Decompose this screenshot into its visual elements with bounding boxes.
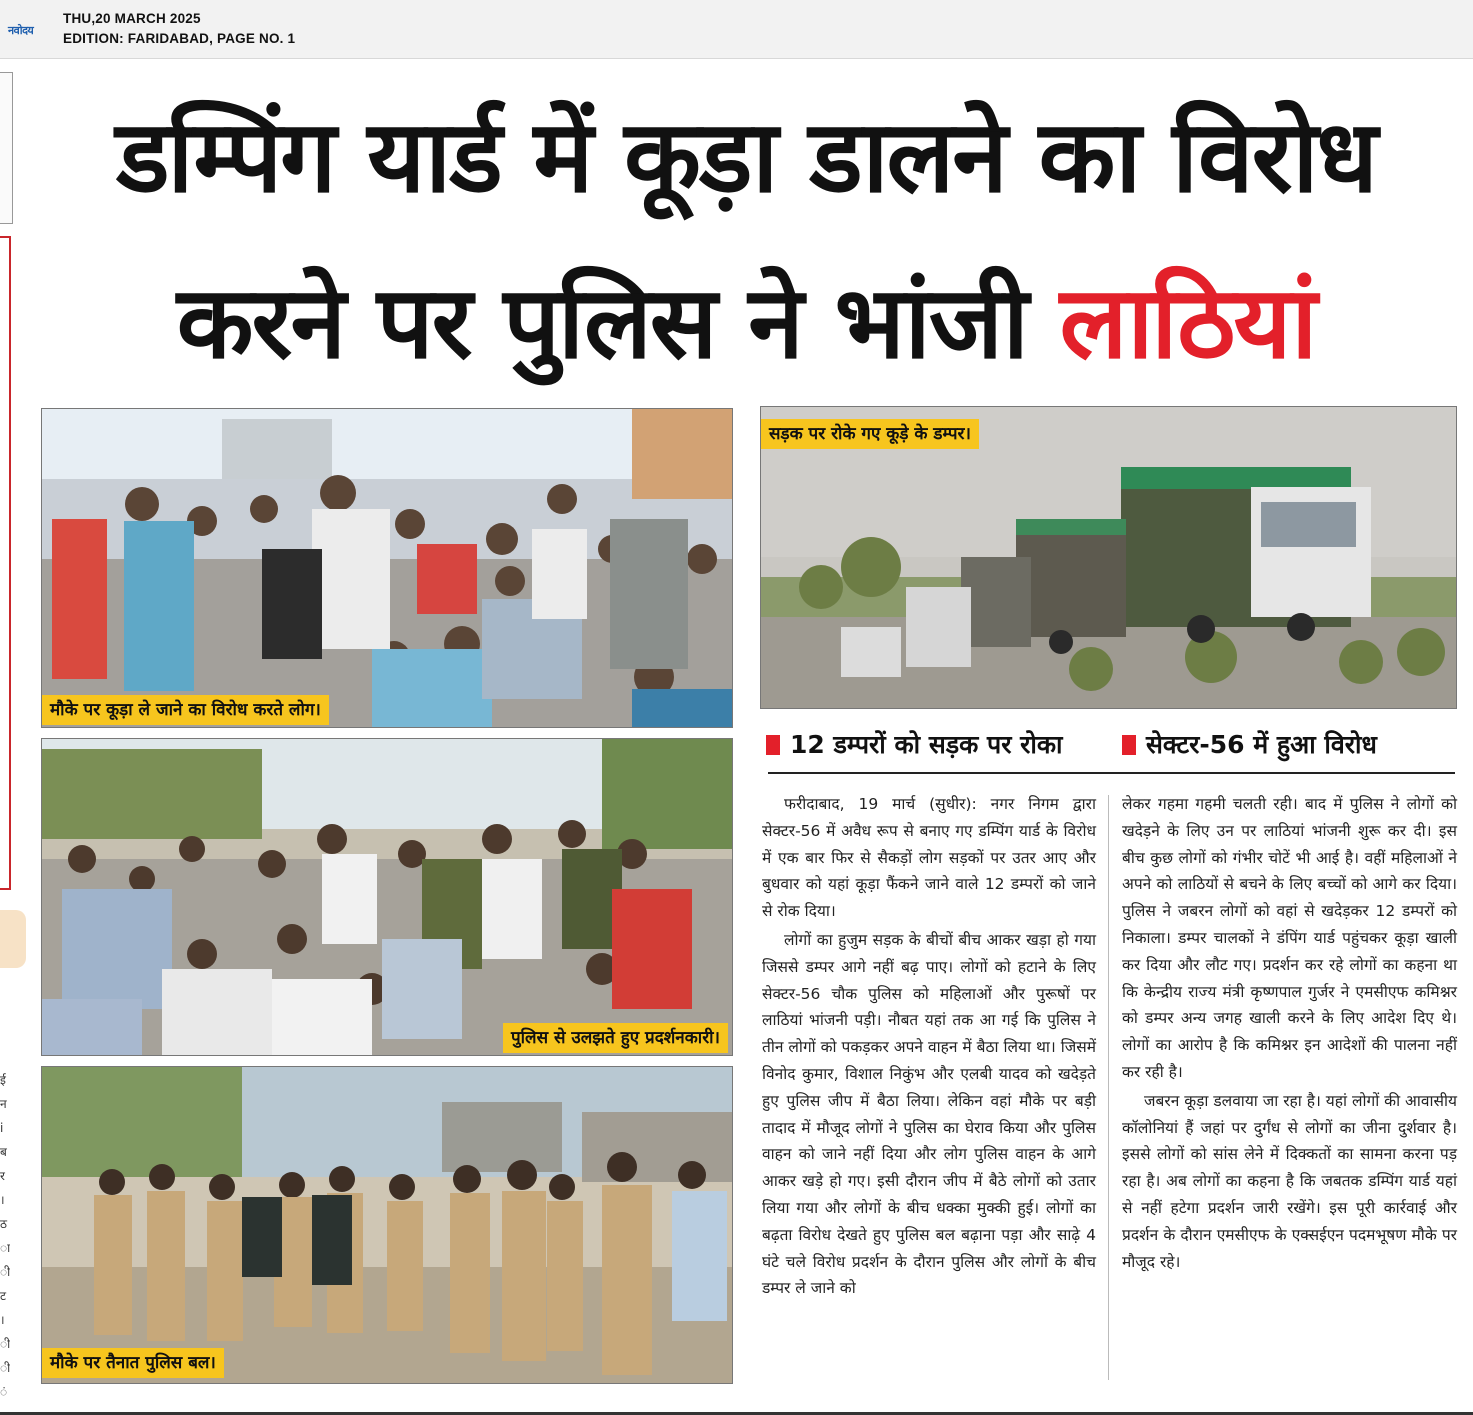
column-divider <box>1108 795 1109 1380</box>
adjacent-text-char: ं <box>0 1385 8 1399</box>
headline-line-1: डम्पिंग यार्ड में कूड़ा डालने का विरोध <box>116 98 1376 215</box>
clash-photo-image <box>42 739 732 1055</box>
edition-page-info: EDITION: FARIDABAD, PAGE NO. 1 <box>63 31 296 46</box>
article-paragraph: फरीदाबाद, 19 मार्च (सुधीर): नगर निगम द्वारा सेक्टर-56 में अवैध रूप से बनाए गए डम्पिंग यार्ड के विरोध में एक बार फिर से सैकड़ों लोग सड़कों पर उतर आए और बुधवार को यहां कूड़ा फैंकने जाने वाले 12 डम्परों को जाने से रोक दिया। <box>762 795 1096 921</box>
adjacent-text-char: न <box>0 1097 7 1111</box>
newspaper-logo[interactable]: नवोदय <box>8 24 34 37</box>
police-photo-image <box>42 1067 732 1383</box>
adjacent-tan-box <box>0 910 26 968</box>
clash-photo[interactable] <box>41 738 733 1056</box>
adjacent-text-char: ी <box>0 1361 10 1375</box>
protest-photo[interactable] <box>41 408 733 728</box>
headline-black-part: करने पर पुलिस ने भांजी <box>176 264 1027 381</box>
police-photo-caption: मौके पर तैनात पुलिस बल। <box>42 1348 224 1378</box>
dumpers-photo-image <box>761 407 1456 708</box>
article-paragraph: जबरन कूड़ा डलवाया जा रहा है। यहां लोगों की आवासीय कॉलोनियां हैं जहां पर दुर्गंध से लोगों का जीना दुर्शवार है। इससे लोगों को सांस लेने में दिक्कतों का सामना करना पड़ रहा है। अब लोगों का कहना है कि जबतक डम्पिंग यार्ड यहां से नहीं हटेगा प्रदर्शन जारी रखेंगे। इस पूरी कार्रवाई और प्रदर्शन के दौरान एमसीएफ के एक्सईएन पदमभूषण मौके पर मौजूद रहे। <box>1122 1091 1457 1271</box>
adjacent-text-char: ी <box>0 1337 10 1351</box>
red-bullet-icon <box>766 735 780 755</box>
adjacent-article-fragment <box>0 58 30 1415</box>
protest-photo-caption: मौके पर कूड़ा ले जाने का विरोध करते लोग। <box>42 695 329 725</box>
adjacent-text-char: ठ <box>0 1217 7 1231</box>
dumpers-photo[interactable] <box>760 406 1457 709</box>
article-column-1 <box>762 791 1096 1302</box>
adjacent-red-box <box>0 236 11 890</box>
publication-date: THU,20 MARCH 2025 <box>63 11 201 26</box>
protest-photo-image <box>42 409 732 727</box>
subhead-rule <box>768 772 1455 774</box>
edition-header <box>0 0 1473 59</box>
adjacent-text-char: ी <box>0 1265 10 1279</box>
article-paragraph: लेकर गहमा गहमी चलती रही। बाद में पुलिस ने लोगों को खदेड़ने के लिए उन पर लाठियां भांजनी शुरू कर दी। इस बीच कुछ लोगों को गंभीर चोटें भी आई है। वहीं महिलाओं ने अपने को लाठियों से बचने के लिए बच्चों को आगे कर दिया। पुलिस ने जबरन लोगों को वहां से खदेड़कर 12 डम्परों को निकाला। डम्पर चालकों ने डंपिंग यार्ड पहुंचकर कूड़ा खाली कर दिया और लौट गए। प्रदर्शन कर रहे लोगों का कहना था कि केन्द्रीय राज्य मंत्री कृष्णपाल गुर्जर ने एमसीएफ कमिश्नर को डम्पर अन्य जगह खाली करने के लिए आदेश दिए थे। लोगों का आरोप है कि कमिश्नर इन आदेशों की पालना नहीं कर रही है। <box>1122 795 1457 1081</box>
dumpers-photo-caption: सड़क पर रोके गए कूड़े के डम्पर। <box>761 419 979 449</box>
adjacent-text-fragment <box>0 1068 10 1404</box>
adjacent-text-char: र <box>0 1169 5 1183</box>
adjacent-text-char: ई <box>0 1073 6 1087</box>
adjacent-text-char: ब <box>0 1145 7 1159</box>
adjacent-text-char: ट <box>0 1289 7 1303</box>
headline-line-2 <box>36 258 1456 388</box>
article-paragraph: लोगों का हुजुम सड़क के बीचों बीच आकर खड़ा हो गया जिससे डम्पर आगे नहीं बढ़ पाए। लोगों को हटाने के लिए सेक्टर-56 चौक पुलिस को महिलाओं और पुरूषों पर लाठियां भांजनी पड़ी। नौबत यहां तक आ गई कि पुलिस ने तीन लोगों को पकड़कर अपने वाहन में बैठा लिया था। जिसमें विनोद कुमार, विशाल निकुंभ और एलबी यादव को खदेड़ते हुए पुलिस जीप में बैठा लिया। लेकिन वहां मौके पर बड़ी तादाद में मौजूद लोगों ने पुलिस का घेराव किया और पुलिस वाहन को जाने नहीं दिया और लोग पुलिस वाहन के आगे आकर खड़े हो गए। इसी दौरान जीप में बैठे लोगों को उतार लिया गया और लोगों के बीच धक्का मुक्की हुई। लोगों का बढ़ता विरोध देखते हुए पुलिस बल बढ़ाना पड़ा और साढ़े 4 घंटे चले विरोध प्रदर्शन के दौरान पुलिस और लोगों के बीच डम्पर ले जाने को <box>762 930 1096 1298</box>
police-photo[interactable] <box>41 1066 733 1384</box>
adjacent-text-char: i <box>0 1121 4 1135</box>
subhead-right: सेक्टर-56 में हुआ विरोध <box>1122 727 1377 761</box>
headline-red-word: लाठियां <box>1059 264 1316 381</box>
article-column-2 <box>1122 791 1457 1275</box>
adjacent-box <box>0 72 13 224</box>
adjacent-text-char: । <box>0 1193 5 1207</box>
adjacent-text-char: । <box>0 1313 5 1327</box>
red-bullet-icon <box>1122 735 1136 755</box>
subhead-left: 12 डम्परों को सड़क पर रोका <box>766 727 1063 761</box>
clash-photo-caption: पुलिस से उलझते हुए प्रदर्शनकारी। <box>503 1023 728 1053</box>
adjacent-text-char: ा <box>0 1241 10 1255</box>
